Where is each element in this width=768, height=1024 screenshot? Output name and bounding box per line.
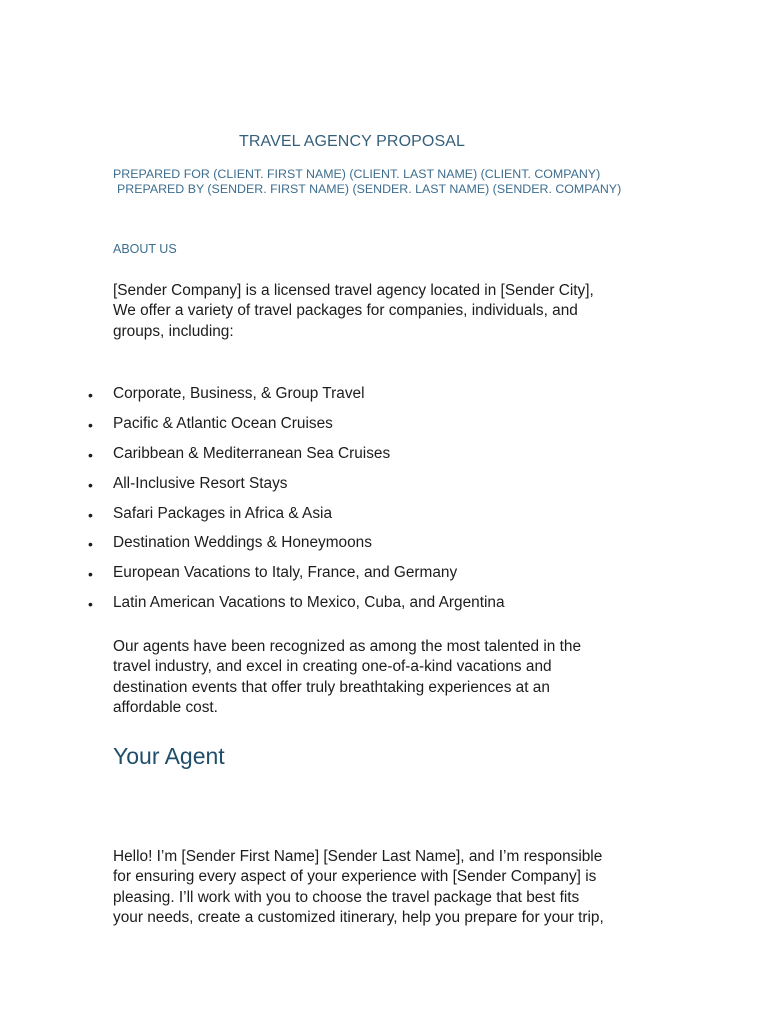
outro-paragraph (113, 637, 673, 718)
agent-line: pleasing. I’ll work with you to choose the travel package that best fits (113, 888, 580, 906)
service-label: Caribbean & Mediterranean Sea Cruises (113, 444, 391, 462)
agent-line: for ensuring every aspect of your experience with [Sender Company] is (113, 868, 597, 886)
document-title: TRAVEL AGENCY PROPOSAL (239, 133, 465, 150)
bullet-icon: • (88, 506, 93, 523)
prepared-by-line: PREPARED BY (SENDER. FIRST NAME) (SENDER. LAST NAME) (SENDER. COMPANY) (117, 182, 622, 196)
intro-line: groups, including: (113, 322, 234, 340)
list-item (88, 414, 505, 444)
intro-line: [Sender Company] is a licensed travel agency located in [Sender City], (113, 282, 594, 299)
service-label: Safari Packages in Africa & Asia (113, 504, 332, 522)
list-item (88, 444, 505, 474)
service-label: Corporate, Business, & Group Travel (113, 385, 365, 402)
list-item (88, 563, 505, 593)
bullet-icon: • (88, 416, 93, 433)
prepared-for-line: PREPARED FOR (CLIENT. FIRST NAME) (CLIENT. LAST NAME) (CLIENT. COMPANY) (113, 167, 601, 181)
outro-line: affordable cost. (113, 698, 218, 716)
service-label: Latin American Vacations to Mexico, Cuba, and Argentina (113, 594, 505, 612)
intro-line: We offer a variety of travel packages for companies, individuals, and (113, 302, 578, 320)
service-label: Pacific & Atlantic Ocean Cruises (113, 414, 333, 432)
agent-paragraph (113, 847, 673, 928)
list-item (88, 474, 505, 504)
bullet-icon: • (88, 387, 93, 403)
bullet-icon: • (88, 446, 93, 463)
about-us-heading: ABOUT US (113, 242, 177, 256)
outro-line: destination events that offer truly breathtaking experiences at an (113, 678, 550, 696)
list-item (88, 384, 505, 414)
bullet-icon: • (88, 566, 93, 583)
agent-line: your needs, create a customized itinerary, help you prepare for your trip, (113, 908, 604, 926)
service-label: All-Inclusive Resort Stays (113, 474, 288, 492)
bullet-icon: • (88, 596, 93, 613)
list-item (88, 593, 505, 623)
list-item (88, 504, 505, 534)
bullet-icon: • (88, 536, 93, 553)
list-item (88, 533, 505, 563)
service-label: Destination Weddings & Honeymoons (113, 534, 372, 552)
outro-line: Our agents have been recognized as among the most talented in the (113, 638, 582, 655)
your-agent-heading: Your Agent (113, 743, 225, 769)
outro-line: travel industry, and excel in creating one-of-a-kind vacations and (113, 658, 552, 676)
services-list (88, 384, 505, 623)
service-label: European Vacations to Italy, France, and Germany (113, 564, 458, 582)
bullet-icon: • (88, 476, 93, 493)
agent-line: Hello! I’m [Sender First Name] [Sender Last Name], and I’m responsible (113, 848, 603, 865)
intro-paragraph (113, 281, 673, 342)
